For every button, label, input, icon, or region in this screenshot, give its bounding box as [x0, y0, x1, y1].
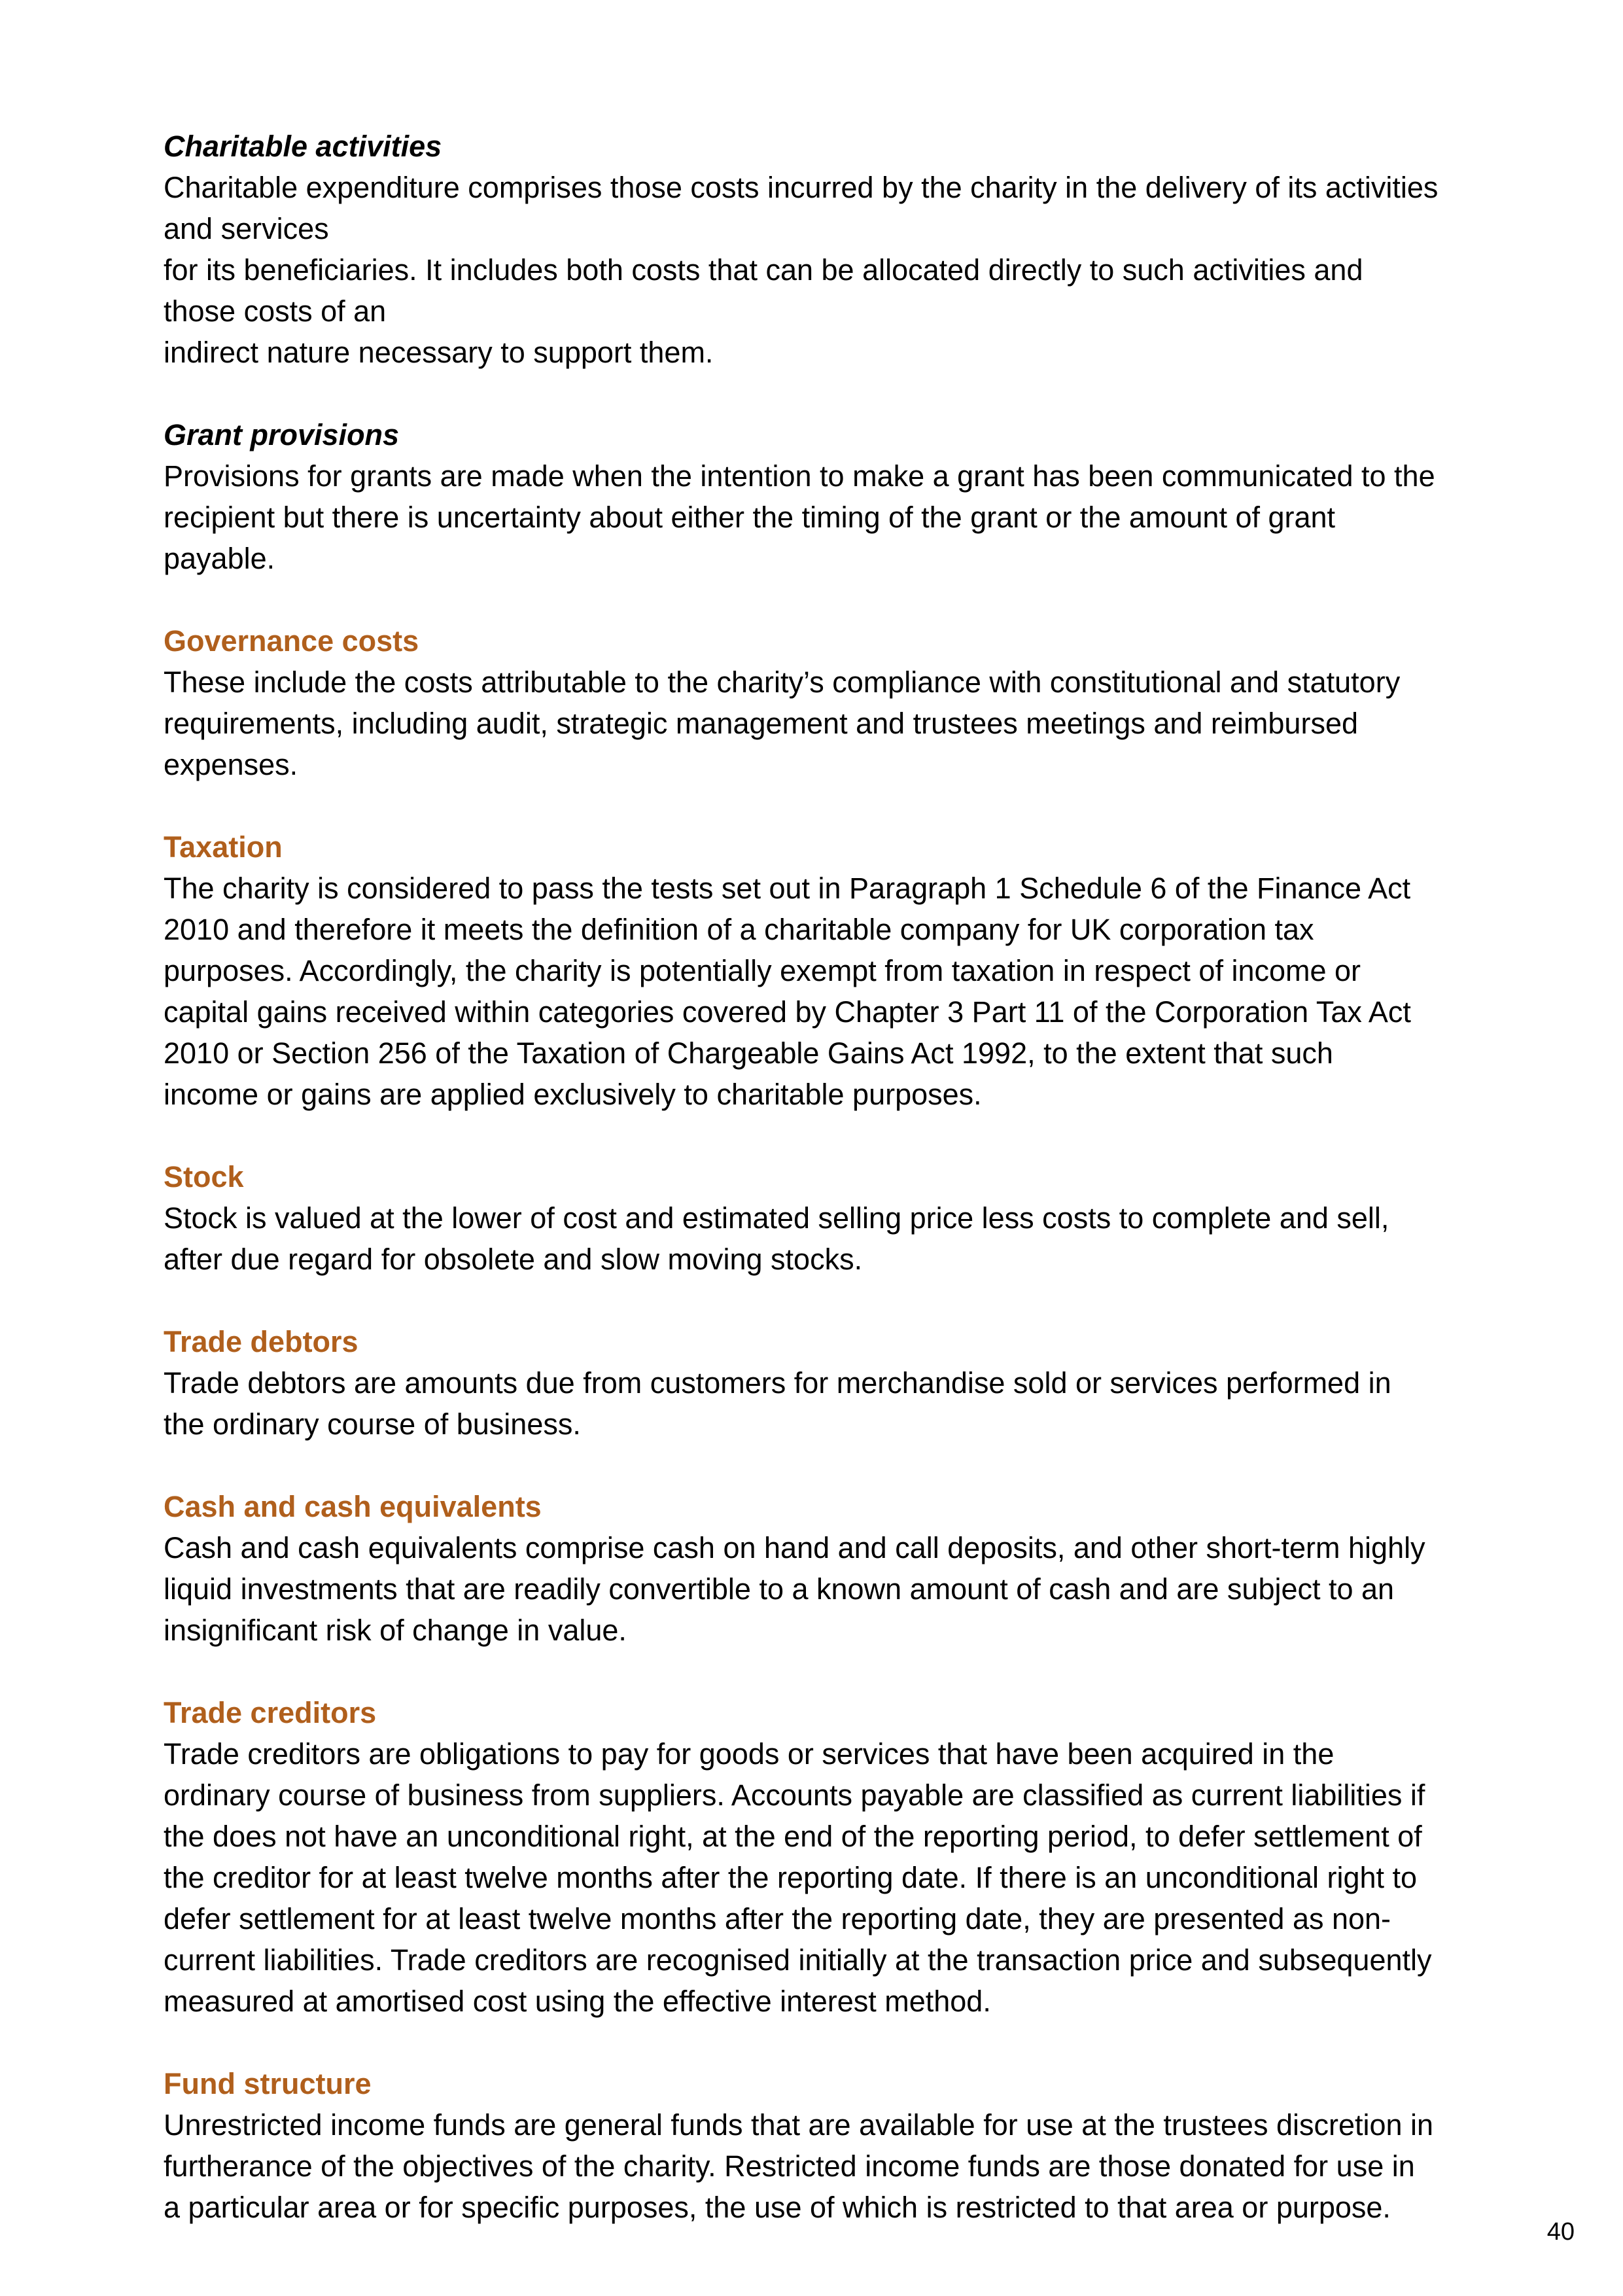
- paragraph-line: purposes. Accordingly, the charity is potentially exempt from taxation in respect of income or: [164, 954, 1361, 987]
- section-heading: Governance costs: [164, 624, 419, 658]
- paragraph-line: 2010 and therefore it meets the definition of a charitable company for UK corporation tax: [164, 913, 1314, 946]
- paragraph-line: income or gains are applied exclusively to charitable purposes.: [164, 1078, 982, 1111]
- paragraph-line: Provisions for grants are made when the intention to make a grant has been communicated to the: [164, 459, 1435, 493]
- paragraph-line: measured at amortised cost using the effective interest method.: [164, 1985, 991, 2018]
- section-governance-costs: [164, 620, 1485, 785]
- paragraph-line: These include the costs attributable to the charity’s compliance with constitutional and statutory: [164, 665, 1401, 699]
- paragraph-line: recipient but there is uncertainty about either the timing of the grant or the amount of grant: [164, 501, 1336, 534]
- paragraph-line: current liabilities. Trade creditors are recognised initially at the transaction price and subsequently: [164, 1943, 1432, 1977]
- section-heading: Stock: [164, 1160, 244, 1193]
- paragraph-line: furtherance of the objectives of the charity. Restricted income funds are those donated for use in: [164, 2149, 1415, 2183]
- section-trade-creditors: [164, 1692, 1485, 2022]
- paragraph-line: payable.: [164, 542, 275, 575]
- paragraph-line: indirect nature necessary to support them.: [164, 336, 714, 369]
- paragraph-line: liquid investments that are readily convertible to a known amount of cash and are subject to an: [164, 1572, 1395, 1606]
- section-grant-provisions: [164, 414, 1485, 579]
- section-heading: Grant provisions: [164, 418, 400, 451]
- section-heading: Cash and cash equivalents: [164, 1490, 542, 1523]
- paragraph-line: capital gains received within categories covered by Chapter 3 Part 11 of the Corporation Tax Act: [164, 995, 1411, 1029]
- paragraph-line: those costs of an: [164, 294, 387, 328]
- paragraph-line: Trade debtors are amounts due from customers for merchandise sold or services performed in: [164, 1366, 1391, 1400]
- section-heading: Fund structure: [164, 2067, 372, 2100]
- paragraph-line: expenses.: [164, 748, 298, 781]
- section-fund-structure: [164, 2063, 1485, 2228]
- section-stock: [164, 1156, 1485, 1280]
- paragraph-line: Cash and cash equivalents comprise cash on hand and call deposits, and other short-term highly: [164, 1531, 1425, 1564]
- paragraph-line: The charity is considered to pass the tests set out in Paragraph 1 Schedule 6 of the Finance Act: [164, 872, 1411, 905]
- section-taxation: [164, 826, 1485, 1115]
- section-heading: Taxation: [164, 830, 283, 864]
- paragraph-line: and services: [164, 212, 329, 245]
- paragraph-line: Trade creditors are obligations to pay for goods or services that have been acquired in the: [164, 1737, 1335, 1771]
- paragraph-line: Stock is valued at the lower of cost and estimated selling price less costs to complete and sell,: [164, 1201, 1389, 1235]
- paragraph-line: insignificant risk of change in value.: [164, 1614, 627, 1647]
- paragraph-line: the ordinary course of business.: [164, 1407, 581, 1441]
- paragraph-line: defer settlement for at least twelve months after the reporting date, they are presented as non-: [164, 1902, 1391, 1935]
- section-trade-debtors: [164, 1321, 1485, 1445]
- section-heading: Trade creditors: [164, 1696, 377, 1729]
- page-number: 40: [1546, 2218, 1575, 2246]
- paragraph-line: the creditor for at least twelve months after the reporting date. If there is an unconditional right to: [164, 1861, 1418, 1894]
- section-heading: Charitable activities: [164, 130, 442, 163]
- document-body: [164, 126, 1485, 2269]
- section-cash-and-cash-equivalents: [164, 1486, 1485, 1651]
- paragraph-line: for its beneficiaries. It includes both costs that can be allocated directly to such activities and: [164, 253, 1363, 287]
- paragraph-line: Charitable expenditure comprises those costs incurred by the charity in the delivery of its activities: [164, 171, 1439, 204]
- section-heading: Trade debtors: [164, 1325, 358, 1358]
- paragraph-line: ordinary course of business from suppliers. Accounts payable are classified as current liabilities if: [164, 1778, 1425, 1812]
- paragraph-line: the does not have an unconditional right, at the end of the reporting period, to defer settlement of: [164, 1820, 1422, 1853]
- section-charitable-activities: [164, 126, 1485, 373]
- paragraph-line: 2010 or Section 256 of the Taxation of Chargeable Gains Act 1992, to the extent that such: [164, 1036, 1333, 1070]
- paragraph-line: requirements, including audit, strategic management and trustees meetings and reimbursed: [164, 707, 1358, 740]
- paragraph-line: a particular area or for specific purposes, the use of which is restricted to that area or purpose.: [164, 2191, 1391, 2224]
- paragraph-line: after due regard for obsolete and slow moving stocks.: [164, 1243, 863, 1276]
- paragraph-line: Unrestricted income funds are general funds that are available for use at the trustees discretion in: [164, 2108, 1434, 2142]
